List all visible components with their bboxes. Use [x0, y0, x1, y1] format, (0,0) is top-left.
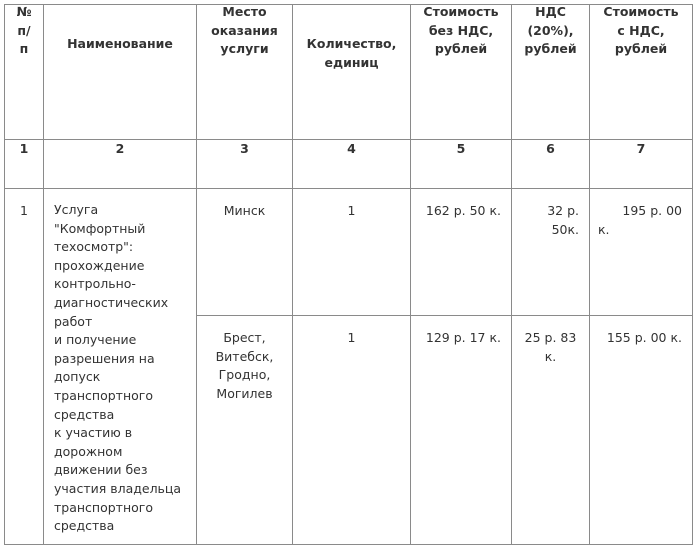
service-name-line: "Комфортный [54, 220, 146, 236]
price-no-vat-value: 129 р. 17 к. [425, 330, 501, 345]
table-row [5, 189, 693, 316]
header-text: № [16, 4, 32, 19]
header-text: рублей [434, 41, 488, 57]
header-price-no-vat [411, 5, 512, 140]
price-with-vat-value: 155 р. 00 к. [606, 330, 682, 345]
header-price-with-vat [590, 5, 693, 140]
column-number: 6 [512, 140, 590, 189]
header-text: Наименование [67, 36, 173, 51]
place-name: Гродно, [218, 367, 271, 383]
place-cell-minsk [197, 189, 293, 316]
header-quantity [293, 5, 411, 140]
vat-value: 50к. [551, 221, 579, 237]
service-name-line: работ [54, 313, 93, 329]
column-number: 3 [197, 140, 293, 189]
header-text: Стоимость [423, 4, 499, 19]
price-no-vat-cell [411, 316, 512, 545]
price-table [4, 4, 693, 545]
header-text: НДС [535, 4, 566, 19]
header-text: Стоимость [603, 4, 679, 19]
service-name-line: к участию в [54, 425, 133, 441]
service-name-line: диагностических [54, 294, 169, 310]
service-name-line: разрешения на [54, 350, 155, 366]
price-no-vat-cell [411, 189, 512, 316]
quantity-value: 1 [347, 330, 356, 345]
header-text: (20%), [527, 22, 574, 38]
service-name-line: прохождение [54, 257, 145, 273]
column-number: 7 [590, 140, 693, 189]
header-row [5, 5, 693, 140]
quantity-value: 1 [347, 203, 356, 218]
place-cell-regions [197, 316, 293, 545]
row-index-cell [5, 189, 44, 545]
service-name-line: средства [54, 518, 115, 534]
service-name-line: участия владельца [54, 480, 182, 496]
place-name: Брест, [223, 330, 266, 345]
price-with-vat-value: 195 р. 00 [622, 203, 682, 218]
vat-value: 32 р. [547, 203, 579, 218]
price-with-vat-cell [590, 316, 693, 545]
header-text: п/ [17, 22, 31, 38]
column-number-row [5, 140, 693, 189]
header-text: оказания [211, 22, 278, 38]
header-name [44, 5, 197, 140]
service-name-line: допуск [54, 369, 101, 385]
column-number: 2 [44, 140, 197, 189]
header-index [5, 5, 44, 140]
header-text: Место [222, 4, 267, 19]
service-name-line: транспортного [54, 499, 153, 515]
column-number: 1 [5, 140, 44, 189]
header-text: без НДС, [428, 22, 494, 38]
row-index: 1 [20, 203, 28, 218]
header-text: Количество, [306, 36, 397, 51]
header-text: с НДС, [617, 22, 665, 38]
column-number: 4 [293, 140, 411, 189]
service-name-line: дорожном [54, 443, 123, 459]
service-name-line: контрольно- [54, 276, 136, 292]
quantity-cell [293, 316, 411, 545]
vat-value: к. [544, 348, 557, 364]
price-with-vat-value: к. [598, 221, 610, 237]
service-name-cell [44, 189, 197, 545]
service-name-line: техосмотр": [54, 239, 134, 255]
vat-cell [512, 189, 590, 316]
service-name-line: Услуга [54, 202, 99, 217]
place-name: Минск [223, 203, 266, 218]
quantity-cell [293, 189, 411, 316]
service-name-line: транспортного [54, 387, 153, 403]
price-no-vat-value: 162 р. 50 к. [425, 203, 501, 218]
service-name-line: движении без [54, 462, 148, 478]
service-name-line: средства [54, 406, 115, 422]
header-text: рублей [614, 41, 668, 57]
header-text: рублей [524, 41, 577, 57]
header-text: услуги [220, 41, 269, 57]
header-text: п [19, 41, 29, 57]
vat-value: 25 р. 83 [524, 330, 577, 345]
header-vat [512, 5, 590, 140]
price-with-vat-cell [590, 189, 693, 316]
place-name: Могилев [216, 385, 273, 401]
header-place [197, 5, 293, 140]
vat-cell [512, 316, 590, 545]
column-number: 5 [411, 140, 512, 189]
service-name-line: и получение [54, 332, 137, 348]
header-text: единиц [324, 54, 379, 70]
place-name: Витебск, [215, 348, 274, 364]
